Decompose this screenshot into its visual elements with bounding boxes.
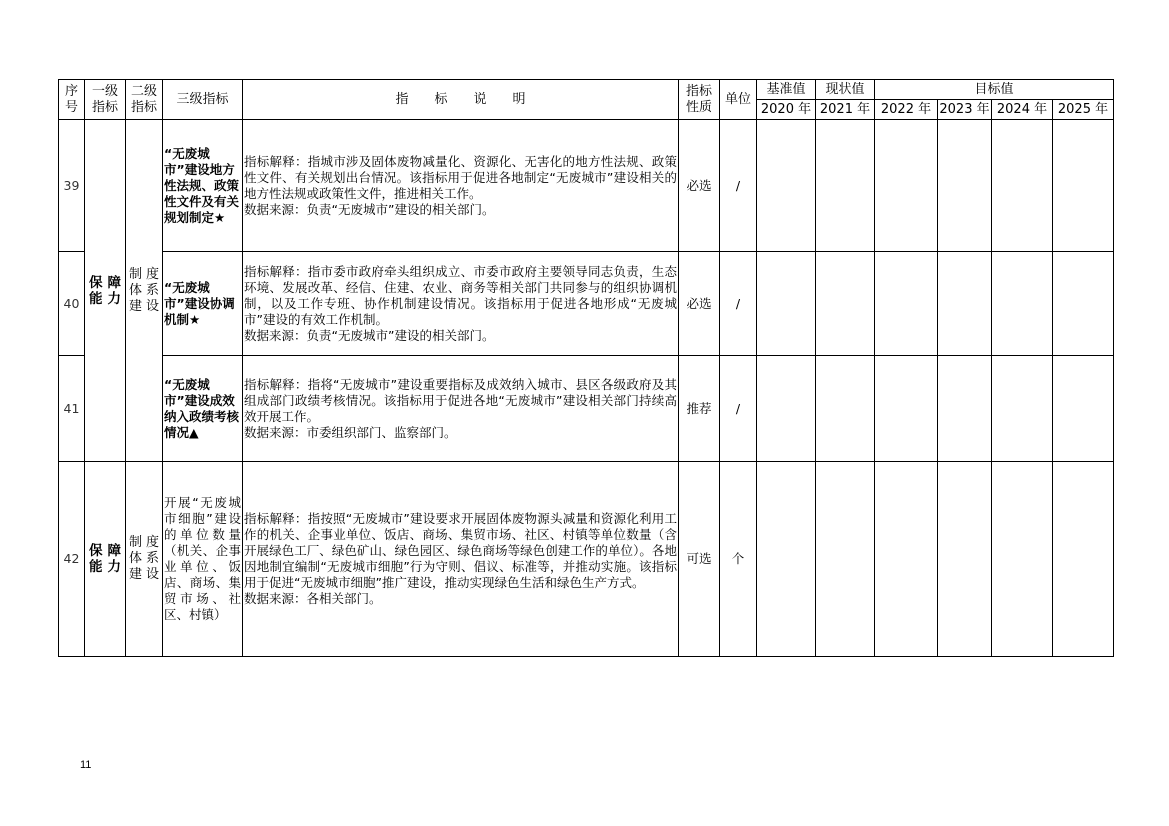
row-value-cell xyxy=(875,120,938,252)
row-value-cell xyxy=(875,462,938,657)
row-level2 xyxy=(126,462,163,657)
header-year: 2023 年 xyxy=(938,100,992,120)
table-row xyxy=(59,252,1114,356)
row-unit: 个 xyxy=(720,462,757,657)
row-nature: 推荐 xyxy=(679,356,720,462)
row-level1 xyxy=(85,462,126,657)
row-level2-text: 制度体系建设 xyxy=(129,266,159,314)
row-level3: 开展“无废城市细胞”建设的单位数量（机关、企事业单位、饭店、商场、集贸市场、社区、村镇） xyxy=(163,462,243,657)
row-seq: 40 xyxy=(59,252,85,356)
row-level3: “无废城市”建设地方性法规、政策性文件及有关规划制定★ xyxy=(163,120,243,252)
row-nature: 必选 xyxy=(679,252,720,356)
row-value-cell xyxy=(992,252,1053,356)
header-level2: 二级指标 xyxy=(126,80,163,120)
row-level1 xyxy=(85,120,126,462)
row-nature: 必选 xyxy=(679,120,720,252)
row-value-cell xyxy=(938,356,992,462)
row-desc-source: 数据来源：市委组织部门、监察部门。 xyxy=(244,424,457,440)
row-value-cell xyxy=(1053,462,1114,657)
row-desc-source: 数据来源：各相关部门。 xyxy=(244,591,382,606)
row-level1-text: 保障能力 xyxy=(89,274,121,307)
row-level2-text: 制度体系建设 xyxy=(129,535,159,582)
header-current: 现状值 xyxy=(816,80,875,100)
row-desc-source: 数据来源：负责“无废城市”建设的相关部门。 xyxy=(244,327,495,343)
row-desc xyxy=(243,356,679,462)
row-value-cell xyxy=(816,356,875,462)
row-unit: / xyxy=(720,252,757,356)
header-seq: 序号 xyxy=(59,80,85,120)
header-year: 2022 年 xyxy=(875,100,938,120)
row-desc-explanation: 指标解释：指将“无废城市”建设重要指标及成效纳入城市、县区各级政府及其组成部门政绩考核情况。该指标用于促进各地“无废城市”建设相关部门持续高效开展工作。 xyxy=(244,376,677,424)
row-nature: 可选 xyxy=(679,462,720,657)
row-value-cell xyxy=(757,462,816,657)
header-row-1 xyxy=(59,80,1114,100)
row-desc xyxy=(243,462,679,657)
row-value-cell xyxy=(938,462,992,657)
row-desc xyxy=(243,120,679,252)
table-row xyxy=(59,120,1114,252)
table-row xyxy=(59,356,1114,462)
row-desc-source: 数据来源：负责“无废城市”建设的相关部门。 xyxy=(244,201,495,217)
indicator-table xyxy=(58,79,1114,657)
row-value-cell xyxy=(992,356,1053,462)
row-unit: / xyxy=(720,356,757,462)
header-year: 2025 年 xyxy=(1053,100,1114,120)
page-number: 11 xyxy=(80,759,92,771)
header-level1: 一级指标 xyxy=(85,80,126,120)
row-desc-explanation: 指标解释：指市委市政府牵头组织成立、市委市政府主要领导同志负责，生态环境、发展改革、经信、住建、农业、商务等相关部门共同参与的组织协调机制，以及工作专班、协作机制建设情况。该指标用于促进各地形成“无废城市”建设的有效工作机制。 xyxy=(244,263,677,327)
header-year: 2024 年 xyxy=(992,100,1053,120)
row-value-cell xyxy=(992,120,1053,252)
row-unit: / xyxy=(720,120,757,252)
row-seq: 41 xyxy=(59,356,85,462)
row-desc xyxy=(243,252,679,356)
header-unit: 单位 xyxy=(720,80,757,120)
row-value-cell xyxy=(992,462,1053,657)
row-value-cell xyxy=(875,252,938,356)
header-level3: 三级指标 xyxy=(163,80,243,120)
row-value-cell xyxy=(938,252,992,356)
row-value-cell xyxy=(757,356,816,462)
row-value-cell xyxy=(816,120,875,252)
row-value-cell xyxy=(757,252,816,356)
row-value-cell xyxy=(1053,120,1114,252)
header-baseline: 基准值 xyxy=(757,80,816,100)
header-target: 目标值 xyxy=(875,80,1114,100)
row-value-cell xyxy=(875,356,938,462)
row-seq: 39 xyxy=(59,120,85,252)
row-level3: “无废城市”建设协调机制★ xyxy=(163,252,243,356)
row-value-cell xyxy=(816,462,875,657)
header-desc: 指 标 说 明 xyxy=(243,80,679,120)
header-year: 2020 年 xyxy=(757,100,816,120)
header-nature: 指标性质 xyxy=(679,80,720,120)
row-desc-explanation: 指标解释：指城市涉及固体废物减量化、资源化、无害化的地方性法规、政策性文件、有关规划出台情况。该指标用于促进各地制定“无废城市”建设相关的地方性法规或政策性文件，推进相关工作。 xyxy=(244,153,677,201)
header-year: 2021 年 xyxy=(816,100,875,120)
row-value-cell xyxy=(938,120,992,252)
row-level3: “无废城市”建设成效纳入政绩考核情况▲ xyxy=(163,356,243,462)
row-level1-text: 保障能力 xyxy=(89,543,121,575)
row-value-cell xyxy=(816,252,875,356)
table-row xyxy=(59,462,1114,657)
row-value-cell xyxy=(1053,356,1114,462)
row-value-cell xyxy=(1053,252,1114,356)
row-level2 xyxy=(126,120,163,462)
row-value-cell xyxy=(757,120,816,252)
row-desc-explanation: 指标解释：指按照“无废城市”建设要求开展固体废物源头减量和资源化利用工作的机关、企事业单位、饭店、商场、集贸市场、社区、村镇等单位数量（含开展绿色工厂、绿色矿山、绿色园区、绿色商场等绿色创建工作的单位）。各地因地制宜编制“无废城市细胞”行为守则、倡议、标准等，并推动实施。该指标用于促进“无废城市细胞”推广建设，推动实现绿色生活和绿色生产方式。 xyxy=(244,511,677,590)
row-seq: 42 xyxy=(59,462,85,657)
